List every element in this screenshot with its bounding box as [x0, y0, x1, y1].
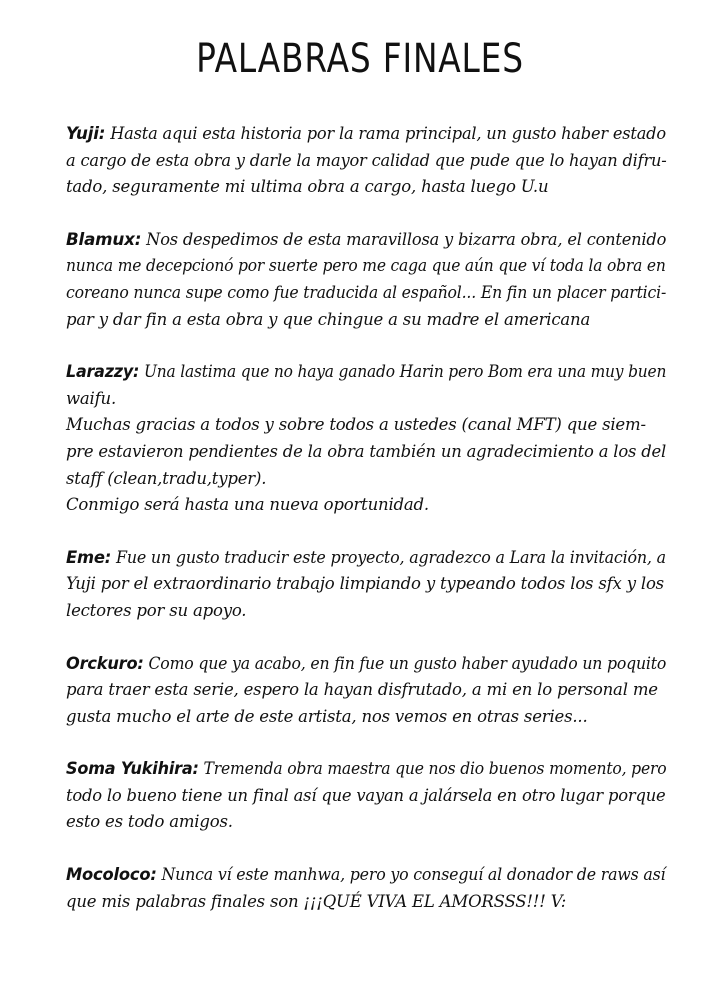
entry-text: Tremenda obra maestra que nos dio buenos momento, pero: [198, 759, 667, 779]
entry-text: Nunca ví este manhwa, pero yo conseguí al donador de raws así: [156, 865, 666, 885]
entry-text: Una lastima que no haya ganado Harin pero Bom era una muy buen: [139, 362, 667, 382]
entry-author: Blamux:: [66, 229, 142, 250]
entry-text: Como que ya acabo, en fin fue un gusto haber ayudado un poquito: [143, 653, 667, 673]
entry-author: Eme:: [66, 547, 112, 568]
entry-eme: [66, 545, 666, 625]
entry-line: [66, 227, 667, 254]
entry-line: que mis palabras finales son ¡¡¡QUÉ VIVA EL AMORSSS!!! V:: [66, 891, 567, 911]
entry-line: [66, 545, 666, 572]
entry-line: [66, 862, 666, 889]
entry-line: [66, 651, 667, 678]
entry-line: lectores por su apoyo.: [66, 600, 247, 620]
entries-list: [66, 121, 666, 941]
entry-yuji: [66, 121, 666, 201]
entry-text: Nos despedimos de esta maravillosa y bizarra obra, el contenido: [141, 229, 667, 249]
entry-line: Muchas gracias a todos y sobre todos a ustedes (canal MFT) que siem-: [66, 415, 646, 435]
entry-soma-yukihira: [66, 756, 666, 836]
entry-author: Larazzy:: [66, 362, 140, 383]
entry-line: coreano nunca supe como fue traducida al español... En fin un placer partici-: [66, 282, 667, 302]
entry-line: a cargo de esta obra y darle la mayor calidad que pude que lo hayan difru-: [66, 150, 667, 170]
entry-author: Soma Yukihira:: [66, 759, 199, 780]
entry-line: par y dar fin a esta obra y que chingue a su madre el americana: [66, 309, 591, 329]
entry-blamux: [66, 227, 666, 333]
entry-text: Fue un gusto traducir este proyecto, agradezco a Lara la invitación, a: [111, 547, 666, 567]
entry-line: gusta mucho el arte de este artista, nos vemos en otras series...: [66, 706, 588, 726]
entry-line: nunca me decepcionó por suerte pero me caga que aún que ví toda la obra en: [66, 256, 666, 276]
page-title: PALABRAS FINALES: [196, 36, 524, 82]
entry-line: pre estavieron pendientes de la obra también un agradecimiento a los del: [66, 441, 667, 461]
entry-line: Yuji por el extraordinario trabajo limpiando y typeando todos los sfx y los: [66, 574, 664, 594]
entry-line: staff (clean,tradu,typer).: [66, 468, 267, 488]
entry-line: waifu.: [66, 388, 117, 408]
entry-author: Orckuro:: [66, 653, 144, 674]
entry-larazzy: [66, 359, 666, 519]
entry-line: para traer esta serie, espero la hayan disfrutado, a mi en lo personal me: [66, 680, 658, 700]
entry-line: [66, 121, 666, 148]
entry-line: [66, 756, 667, 783]
entry-author: Yuji:: [66, 124, 106, 144]
entry-mocoloco: [66, 862, 666, 915]
entry-text: Hasta aqui esta historia por la rama principal, un gusto haber estado: [105, 124, 666, 143]
entry-line: todo lo bueno tiene un final así que vayan a jalársela en otro lugar porque: [66, 785, 666, 805]
entry-line: tado, seguramente mi ultima obra a cargo, hasta luego U.u: [66, 177, 549, 197]
entry-author: Mocoloco:: [66, 865, 157, 886]
entry-line: [66, 359, 667, 386]
entry-orckuro: [66, 651, 666, 731]
entry-line: esto es todo amigos.: [66, 812, 233, 832]
entry-line: Conmigo será hasta una nueva oportunidad.: [66, 495, 429, 515]
